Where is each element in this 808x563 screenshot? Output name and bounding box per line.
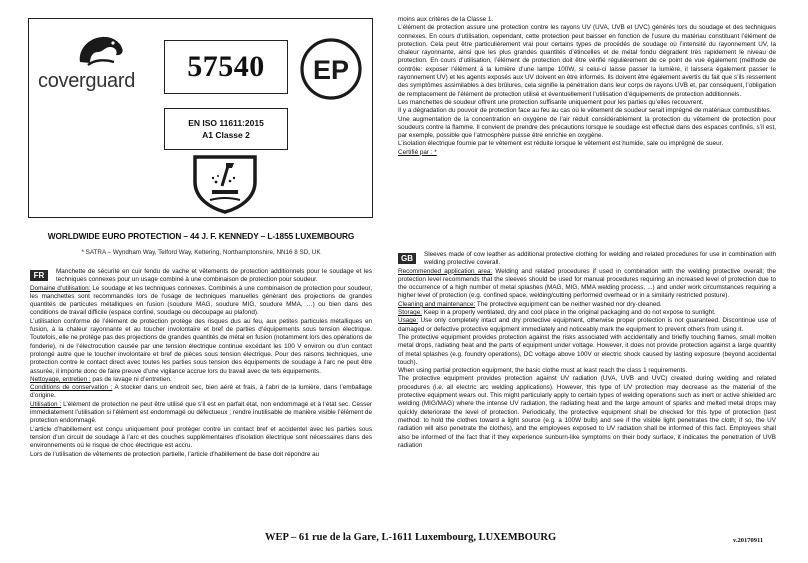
norm-box: [164, 108, 288, 150]
fr-certified-label: Certifié par : *: [398, 148, 437, 156]
brand-name: coverguard: [38, 70, 136, 92]
fr-section: [30, 268, 372, 459]
footer-address: WEP – 61 rue de la Gare, L-1611 Luxembourg, LUXEMBOURG: [265, 532, 557, 543]
fr-habillement: L’article d’habillement est conçu uniquement pour protéger contre un contact bref et accidentel avec les parties sous tension d’un circuit de soudage à l’arc et des couches supplémentaires d’isolation électrique sont nécessaires dans des environnements où le risque de choc électrique est accru.: [30, 425, 372, 450]
fr-degradation: Il y a dégradation du pouvoir de protection face au feu au cas où le vêtement de soudeur serait imprégné de matériaux combustibles.: [398, 107, 772, 115]
gb-storage-text: Keep in a properly ventilated, dry and cool place in the original packaging and do not expose to sunlight.: [421, 309, 716, 317]
fr-intro: Manchette de sécurité en cuir fendu de vache et vêtements de protection additionnels pour le soudage et les techniques connexes pour un usage combiné à une combinaison de protection pour soudeur.: [56, 268, 372, 284]
gb-usage-label: Usage:: [398, 317, 419, 325]
norm-standard: EN ISO 11611:2015: [188, 118, 264, 128]
fr-cleaning-text: pas de lavage ni d’entretien.: [90, 375, 172, 383]
fr-usage-text: L’élément de protection ne peut être utilisé que s’il est en parfait état, non endommagé et à l’état sec. Cesser immédiatement l’utilisation si l’élément est endommagé ou défectueux ; rendre inutilisable de manière visible l’élément de protection endommagé.: [30, 400, 372, 425]
company-address: WORLDWIDE EURO PROTECTION – 44 J. F. KENNEDY – L-1855 LUXEMBOURG: [47, 231, 355, 241]
welding-pictogram-icon: [190, 154, 260, 214]
certification-mark-text: EP: [312, 55, 350, 85]
fr-uv: L’élément de protection assure une protection contre les rayons UV (UVA, UVB et UVC) générés lors du soudage et des techniques connexes. En cours d’utilisation, cependant, cette protection peut baisser en fonction de l’usure du matériau constituant l’élément de protection. Cela peut être particulièrement vrai pour certains types de procédés de soudage où l’intensité du rayonnement UV, la chaleur rayonnante, ainsi que les plus grandes quantités d’étincelles et de métal fondu dégradent très rapidement le niveau de protection. En cours d’utilisation, l’élément de protection doit être vérifié régulièrement de ce point de vue également (méthode de contrôle: exposer l’élément à la lumière d’une lampe 100W, si celui-ci laisse passer la lumière, il laissera également passer le rayonnement UV) et les agents exposés aux UV doivent en être informés. Ils doivent être également avertis du fait que s’ils ressentent des symptômes assimilables à des brûlures, cela signifie la pénétration dans leur corps de rayons UVB et, par conséquent, l’obligation de remplacement de l’élément de protection utilisé et éventuellement l’utilisation d’équipements de protection additionnels.: [398, 24, 776, 98]
gb-cleaning-label: Cleaning and maintenance:: [398, 300, 476, 308]
brand-logo: [36, 32, 156, 98]
fr-domain-label: Domaine d’utilisation:: [30, 284, 91, 292]
fr-storage-label: Conditions de conservation :: [30, 384, 113, 392]
notified-body: * SATRA – Wyndham Way, Telford Way, Kettering, Northamptonshire, NN16 8 SD, UK: [81, 249, 321, 256]
gb-intro: Sleeves made of cow leather as additional protective clothing for welding and related procedures for use in combination with welding protective coverall.: [424, 251, 776, 267]
gb-area-label: Recommended application area:: [398, 267, 493, 275]
gb-cleaning-text: The protective equipment can be neither washed nor dry-cleaned.: [475, 300, 662, 308]
norm-class: A1 Classe 2: [202, 130, 250, 140]
fr-oxygen: Une augmentation de la concentration en oxygène de l’air réduit considérablement la protection du vêtement de protection pour soudeurs contre la flamme. Il convient de prendre des précautions lorsque le soudage est effectué dans des espaces confinés, s’il est, par exemple, possible que l’atmosphère puisse être enrichie en oxygène.: [398, 115, 776, 140]
gb-area-text: Welding and related procedures if used in combination with the welding protective overall; the protection level recommends that the sleeves should be used for manual procedures requiring an increased level of protection due to the occurrence of a high number of metal splashes (MAG, MIG, MMA welding process, ...) and under work circumstances requiring a higher level of protection (e.g. confined space, welding/cutting performed overhead or in a similarly restricted posture).: [398, 267, 776, 300]
gb-uv: The protective equipment provides protection against UV radiation (UVA, UVB and UVC) created during welding and related procedures (i.e. all electric arc welding applications). However, this type of UV protection may decrease as the material of the protective equipment wears out. This might particularly apply to certain types of welding operations such as inert or active shielded arc welding (MIG/MAG) where the intense UV radiation, the radiating heat and the large amount of sparks and melted metal drops may quickly deteriorate the level of protection. Periodically, the protective equipment shall be checked for this type of protection (test method: to hold the clothes toward a light source (e.g. a 100W bulb) and see if the visible light penetrates the cloth; if so, the UV radiation will also penetrate the clothes), and the employees exposed to UV radiation shall be informed of this fact. Employees shall also be informed of the fact that if they experience sunburn-like symptoms on their body surface, it indicates the penetration of UVB radiation: [398, 375, 776, 449]
fr-continued-section: [398, 16, 776, 157]
gb-risks: The protective equipment provides protection against the risks associated with accidentally and briefly touching flames, small molten metal drops, radiating heat and the parts of equipment under voltage. However, it does not provide protection against a large quantity of metal splashes (e.g. foundry operations), DC voltage above 100V or electric shock caused by lasting exposure (beyond accidental touch).: [398, 333, 776, 366]
fr-partial: Lors de l’utilisation de vêtements de protection partielle, l’article d’habillement de base doit répondre au: [30, 450, 320, 458]
fr-cleaning-label: Nettoyage, entretien :: [30, 375, 91, 383]
fr-language-badge: FR: [30, 270, 48, 281]
gb-storage-label: Storage:: [398, 309, 422, 317]
fr-insulation: L’isolation électrique fournie par le vêtement est réduite lorsque le vêtement est humide, sale ou imprégné de sueur.: [398, 140, 724, 148]
footer-version: v.20170911: [733, 537, 764, 544]
beaver-icon: [74, 32, 128, 68]
fr-projections: L’utilisation conforme de l’élément de protection protège des risques dus au feu, aux petites particules métalliques en fusion, à la chaleur rayonnante et au toucher involontaire et bref de parties d’équipements sous tension électrique. Toutefois, elle ne protège pas des projections de grandes quantités de métal en fusion (notamment lors des opérations de fonderie), ni de l’électrocution causée par une tension électrique continue excédant les 100 V environ ou d’un contact prolongé autre que le toucher involontaire et bref de pièces sous tension électrique. Pour des raisons techniques, une protection contre le contact direct avec toutes les parties sous tension des équipements de soudage à l’arc ne peut être assurée, il importe donc de faire preuve d’une vigilance accrue lors du travail avec de tels équipements.: [30, 317, 372, 375]
gb-usage-text: Use only completely intact and dry protective equipment, otherwise proper protection is not guaranteed. Discontinue use of damaged or defective protective equipment immediately and noticeably mark the equipment to prevent others from using it.: [398, 317, 776, 333]
gb-partial: When using partial protection equipment, the basic clothe must at least reach the class 1 requirements.: [398, 367, 688, 375]
gb-language-badge: GB: [398, 253, 416, 264]
fr-usage-label: Utilisation :: [30, 400, 62, 408]
gb-section: [398, 251, 776, 450]
reference-code: 57540: [187, 50, 265, 83]
certification-mark-icon: [298, 36, 364, 102]
fr-criteria: moins aux critères de la Classe 1.: [398, 16, 494, 23]
fr-welders: Les manchettes de soudeur offrent une protection suffisante uniquement pour les parties qu’elles recouvrent.: [398, 98, 704, 106]
fr-domain-text: Le soudage et les techniques connexes. Combinés à une combinaison de protection pour soudeur, les manchettes sont recommandés lors de l’usage de techniques manuelles générant des projections de grandes quantités de particules métalliques en fusion (soudure MAG, soudure MIG, soudure MMA, …) ou bien dans des conditions de travail difficile (espace confiné, soudage ou découpage au plafond).: [30, 284, 373, 317]
reference-box: [164, 40, 288, 94]
fr-storage-text: A stocker dans un endroit sec, bien aéré et frais, à l’abri de la lumière, dans l’emballage d’origine.: [30, 384, 372, 400]
